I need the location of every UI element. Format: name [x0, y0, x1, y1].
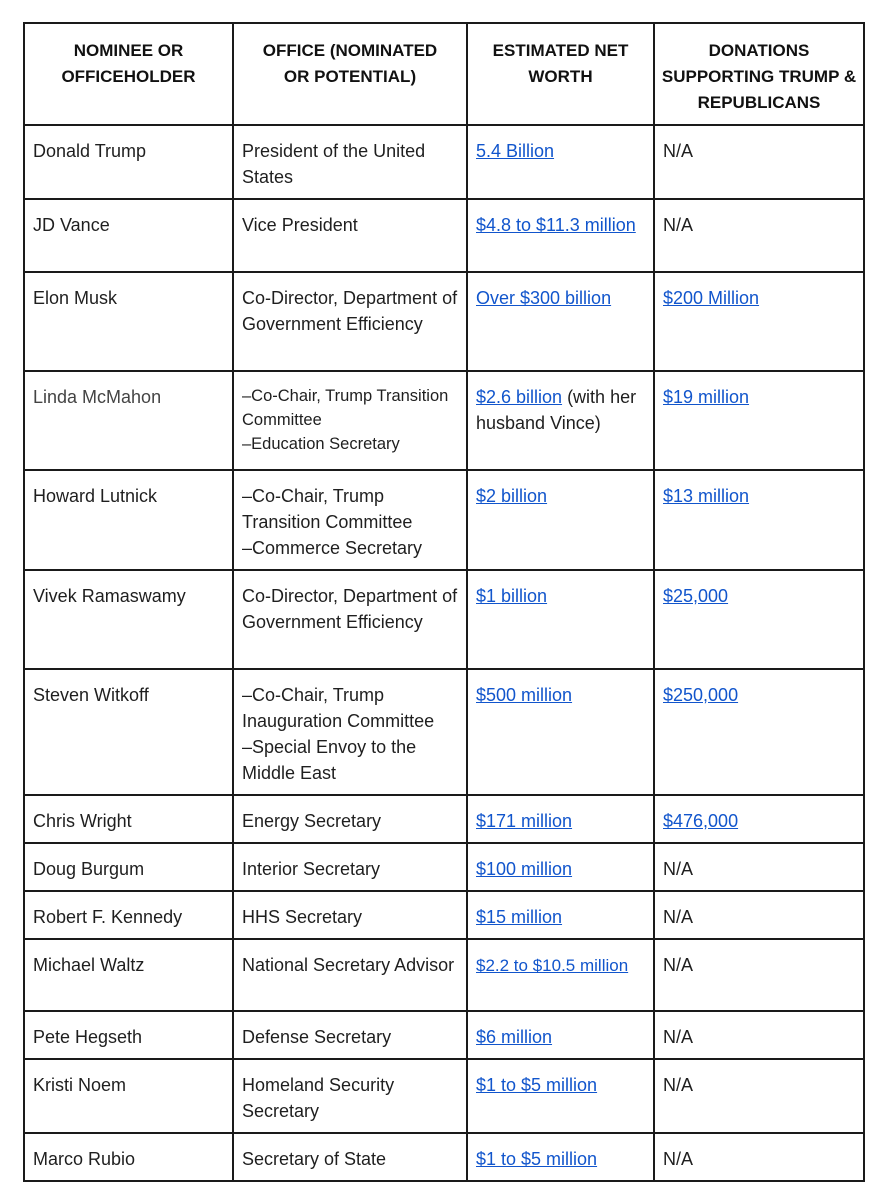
office-line: –Education Secretary	[242, 435, 400, 453]
cell-office	[233, 371, 467, 470]
table-row	[24, 125, 864, 199]
cell-office: Secretary of State	[233, 1133, 467, 1181]
cell-donations	[654, 470, 864, 570]
cell-donations: N/A	[654, 1059, 864, 1133]
table-row	[24, 891, 864, 939]
cell-name: Doug Burgum	[24, 843, 233, 891]
office-line: –Commerce Secretary	[242, 538, 423, 558]
cell-office: HHS Secretary	[233, 891, 467, 939]
cell-donations: N/A	[654, 1011, 864, 1059]
table-row	[24, 1059, 864, 1133]
net-worth-link[interactable]: $1 to $5 million	[476, 1149, 598, 1169]
table-row	[24, 669, 864, 795]
cell-net-worth	[467, 669, 654, 795]
office-line: –Co-Chair, Trump Transition Committee	[242, 486, 413, 532]
cell-net-worth	[467, 891, 654, 939]
cell-office	[233, 669, 467, 795]
table-row	[24, 795, 864, 843]
table-row	[24, 1011, 864, 1059]
net-worth-note: (with her husband Vince)	[476, 387, 637, 433]
cell-net-worth	[467, 1011, 654, 1059]
cell-name: Vivek Ramaswamy	[24, 570, 233, 669]
cell-net-worth	[467, 371, 654, 470]
net-worth-link[interactable]: 5.4 Billion	[476, 141, 555, 161]
net-worth-link[interactable]: $15 million	[476, 907, 563, 927]
cell-donations: N/A	[654, 939, 864, 1011]
table-row	[24, 470, 864, 570]
office-line: –Co-Chair, Trump Inauguration Committee	[242, 685, 435, 731]
cell-name: Chris Wright	[24, 795, 233, 843]
net-worth-link[interactable]: $2.6 billion	[476, 387, 563, 407]
cell-office	[233, 470, 467, 570]
cell-net-worth	[467, 795, 654, 843]
cell-donations	[654, 371, 864, 470]
net-worth-link[interactable]: $500 million	[476, 685, 573, 705]
donations-link[interactable]: $19 million	[663, 387, 750, 407]
cell-name: Pete Hegseth	[24, 1011, 233, 1059]
cell-net-worth	[467, 272, 654, 371]
table-row	[24, 272, 864, 371]
cell-office: Interior Secretary	[233, 843, 467, 891]
office-line: –Special Envoy to the Middle East	[242, 737, 417, 783]
table-row	[24, 1133, 864, 1181]
cell-office: Vice President	[233, 199, 467, 272]
net-worth-link[interactable]: $2 billion	[476, 486, 548, 506]
cell-net-worth	[467, 843, 654, 891]
table-row	[24, 199, 864, 272]
table-row	[24, 570, 864, 669]
cell-net-worth	[467, 125, 654, 199]
cell-office: Co-Director, Department of Government Efficiency	[233, 570, 467, 669]
table-row	[24, 939, 864, 1011]
cell-net-worth	[467, 1133, 654, 1181]
cell-donations: N/A	[654, 199, 864, 272]
cell-net-worth	[467, 570, 654, 669]
cell-name: Linda McMahon	[24, 371, 233, 470]
cell-name: Howard Lutnick	[24, 470, 233, 570]
header-nominee: NOMINEE OR OFFICEHOLDER	[24, 23, 233, 125]
cell-donations: N/A	[654, 1133, 864, 1181]
cell-name: Donald Trump	[24, 125, 233, 199]
table-row	[24, 843, 864, 891]
cell-donations	[654, 795, 864, 843]
net-worth-link[interactable]: $6 million	[476, 1027, 553, 1047]
cell-donations: N/A	[654, 891, 864, 939]
table-row	[24, 371, 864, 470]
donations-link[interactable]: $25,000	[663, 586, 729, 606]
nominee-net-worth-table	[23, 22, 865, 1182]
header-row	[24, 23, 864, 125]
cell-net-worth	[467, 470, 654, 570]
cell-office: President of the United States	[233, 125, 467, 199]
cell-office: National Secretary Advisor	[233, 939, 467, 1011]
cell-name: JD Vance	[24, 199, 233, 272]
cell-net-worth	[467, 939, 654, 1011]
cell-name: Michael Waltz	[24, 939, 233, 1011]
cell-donations: N/A	[654, 125, 864, 199]
header-donations: DONATIONS SUPPORTING TRUMP & REPUBLICANS	[654, 23, 864, 125]
cell-office: Co-Director, Department of Government Efficiency	[233, 272, 467, 371]
donations-link[interactable]: $250,000	[663, 685, 739, 705]
cell-name: Steven Witkoff	[24, 669, 233, 795]
cell-name: Robert F. Kennedy	[24, 891, 233, 939]
header-office: OFFICE (NOMINATED OR POTENTIAL)	[233, 23, 467, 125]
net-worth-link[interactable]: $4.8 to $11.3 million	[476, 215, 636, 235]
cell-office: Defense Secretary	[233, 1011, 467, 1059]
cell-donations: N/A	[654, 843, 864, 891]
net-worth-link[interactable]: $2.2 to $10.5 million	[476, 956, 629, 975]
donations-link[interactable]: $476,000	[663, 811, 739, 831]
cell-name: Marco Rubio	[24, 1133, 233, 1181]
net-worth-link[interactable]: Over $300 billion	[476, 288, 612, 308]
net-worth-link[interactable]: $1 billion	[476, 586, 548, 606]
cell-donations	[654, 669, 864, 795]
header-net-worth: ESTIMATED NET WORTH	[467, 23, 654, 125]
office-line: –Co-Chair, Trump Transition Committee	[242, 387, 449, 429]
donations-link[interactable]: $13 million	[663, 486, 750, 506]
donations-link[interactable]: $200 Million	[663, 288, 760, 308]
cell-net-worth	[467, 1059, 654, 1133]
cell-name: Elon Musk	[24, 272, 233, 371]
net-worth-link[interactable]: $1 to $5 million	[476, 1075, 598, 1095]
cell-donations	[654, 272, 864, 371]
cell-office: Energy Secretary	[233, 795, 467, 843]
cell-donations	[654, 570, 864, 669]
cell-name: Kristi Noem	[24, 1059, 233, 1133]
net-worth-link[interactable]: $100 million	[476, 859, 573, 879]
net-worth-link[interactable]: $171 million	[476, 811, 573, 831]
cell-net-worth	[467, 199, 654, 272]
cell-office: Homeland Security Secretary	[233, 1059, 467, 1133]
